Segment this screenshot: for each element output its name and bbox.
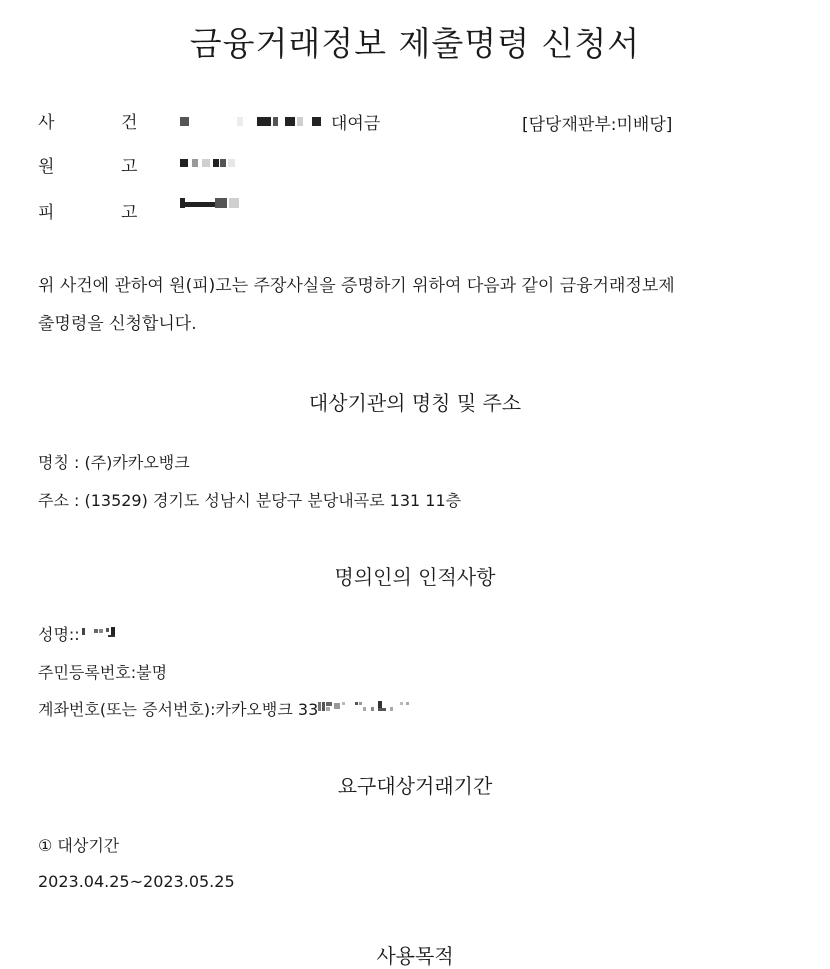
holder-name-redacted [82, 624, 122, 643]
redaction-block [213, 159, 219, 167]
holder-name-row [38, 622, 122, 645]
defendant-label-a: 피 [38, 203, 55, 223]
holder-name-label: 성명:: [38, 625, 80, 644]
document-title: 금융거래정보 제출명령 신청서 [189, 24, 641, 63]
redaction-block [229, 198, 239, 208]
case-number-redacted [180, 110, 380, 132]
holder-account-row [38, 697, 458, 720]
case-label-b: 건 [121, 113, 138, 133]
holder-id-number: 주민등록번호:불명 [38, 663, 168, 682]
redaction-block [312, 117, 321, 126]
redaction-block [228, 159, 235, 167]
case-label-a: 사 [38, 113, 55, 133]
redaction-block [185, 202, 215, 207]
defendant-label-b: 고 [121, 203, 138, 223]
period-item-label: ① 대상기간 [38, 836, 120, 855]
case-type: 대여금 [331, 113, 381, 134]
redaction-block [297, 117, 303, 126]
period-range: 2023.04.25~2023.05.25 [38, 872, 235, 891]
period-heading: 요구대상거래기간 [337, 774, 493, 798]
holder-account-label: 계좌번호(또는 증서번호):카카오뱅크 33 [38, 700, 319, 719]
institution-name: 명칭 : (주)카카오뱅크 [38, 453, 190, 472]
redaction-block [192, 159, 198, 167]
redaction-pixels [82, 625, 122, 639]
institution-heading: 대상기관의 명칭 및 주소 [308, 391, 522, 415]
intro-line-2: 출명령을 신청합니다. [38, 314, 197, 334]
redaction-block [257, 117, 271, 126]
redaction-block [202, 159, 210, 167]
plaintiff-label-a: 원 [38, 157, 55, 177]
plaintiff-name-redacted [180, 156, 235, 170]
intro-paragraph [38, 267, 808, 343]
plaintiff-label-b: 고 [121, 157, 138, 177]
holder-heading: 명의인의 인적사항 [334, 565, 496, 589]
redaction-block [285, 117, 295, 126]
purpose-heading: 사용목적 [376, 944, 454, 968]
redaction-block [220, 159, 226, 167]
redaction-block [180, 159, 188, 167]
redaction-block [215, 198, 227, 208]
defendant-name-redacted [180, 195, 239, 211]
holder-account-redacted [318, 699, 458, 719]
institution-address: 주소 : (13529) 경기도 성남시 분당구 분당내곡로 131 11층 [38, 491, 462, 510]
redaction-block [237, 117, 243, 126]
redaction-block [273, 117, 278, 126]
intro-line-1: 위 사건에 관하여 원(피)고는 주장사실을 증명하기 위하여 다음과 같이 금융거래정보제 [38, 276, 675, 296]
redaction-block [180, 117, 189, 126]
court-assignment-note: [담당재판부:미배당] [522, 115, 673, 135]
redaction-pixels [318, 699, 458, 715]
